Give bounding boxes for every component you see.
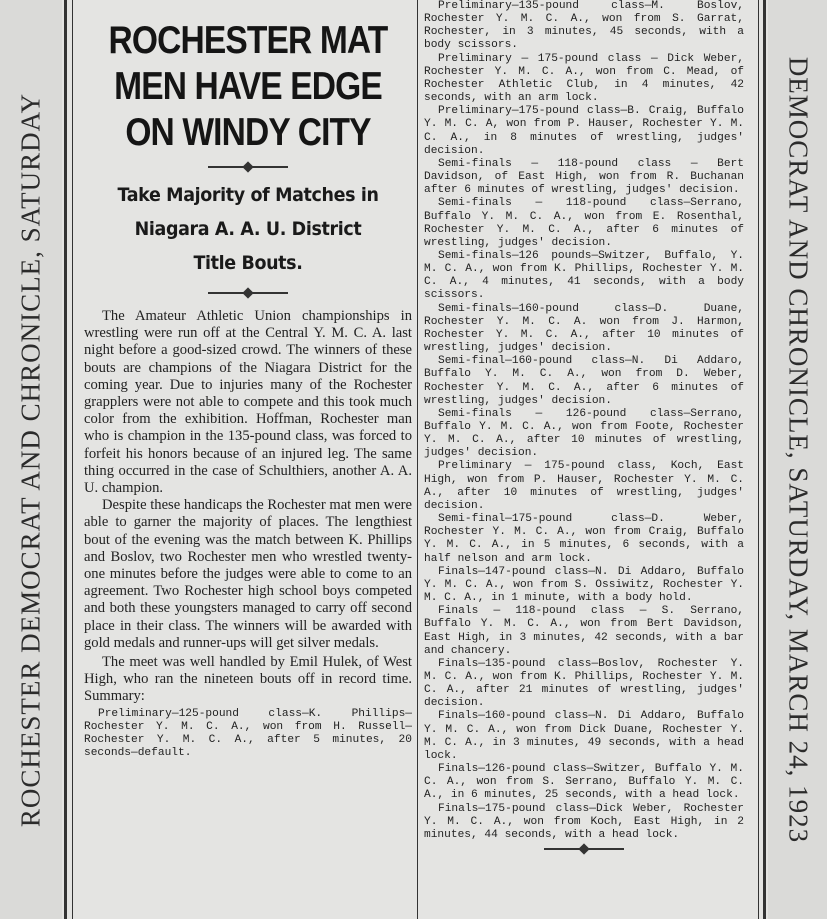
- summary-item: Semi-finals — 118-pound class—Serrano, Buffalo Y. M. C. A., won from E. Rosenthal, Rochester Y. M. C. A., after 6 minutes of wrestling, judges' decision.: [424, 197, 744, 249]
- summary-item: Preliminary—175-pound class—B. Craig, Buffalo Y. M. C. A, won from P. Hauser, Rochester Y. M. C. A., in 8 minutes of wrestling, judges' decision.: [424, 105, 744, 157]
- headline-line: ON WINDY CITY: [125, 111, 371, 154]
- summary-item: Finals—175-pound class—Dick Weber, Rochester Y. M. C. A., won from Koch, East High, in 2 minutes, 44 seconds, with a head lock.: [424, 802, 744, 841]
- subheadline-divider: [208, 292, 288, 294]
- left-margin-rule: [64, 0, 67, 919]
- right-masthead-text: DEMOCRAT AND CHRONICLE, SATURDAY, MARCH 24, 1923: [783, 56, 814, 844]
- subheadline: [97, 178, 399, 280]
- left-masthead-strip: [0, 0, 62, 919]
- article-paragraph: The meet was well handled by Emil Hulek, of West High, who ran the nineteen bouts off in record time. Summary:: [84, 654, 412, 705]
- subheadline-line: Take Majority of Matches in: [117, 184, 379, 206]
- summary-item: Semi-finals — 126-pound class—Serrano, Buffalo Y. M. C. A., won from Foote, Rochester Y. M. C. A., after 10 minutes of wrestling, judges' decision.: [424, 407, 744, 460]
- right-margin-rule: [763, 0, 766, 919]
- right-masthead-strip: [768, 0, 827, 919]
- headline-line: MEN HAVE EDGE: [114, 65, 382, 108]
- article-column: [84, 0, 412, 919]
- summary-item: Preliminary—135-pound class—M. Boslov, Rochester Y. M. C. A., won from S. Garrat, Rochester, in 3 minutes, 45 seconds, with a body scissors.: [424, 0, 744, 52]
- summary-item: Semi-final—160-pound class—N. Di Addaro, Buffalo Y. M. C. A., won from D. Weber, Rochester Y. M. C. A., after 6 minutes of wrestling, judges' decision.: [424, 355, 744, 407]
- headline-divider: [208, 166, 288, 168]
- headline-line: ROCHESTER MAT: [108, 19, 388, 62]
- summary-column: [424, 0, 744, 919]
- article-paragraph: Despite these handicaps the Rochester mat men were able to garner the majority of places. The lengthiest bout of the evening was the match between K. Phillips and Boslov, two Rochester men who wrestled twenty-one minutes before the judges were able to come to an agreement. Two Rochester high school boys competed and both these youngsters managed to carry off second place in their class. The winners will be awarded with gold medals and runner-ups will get silver medals.: [84, 497, 413, 651]
- summary-item: Finals—126-pound class—Switzer, Buffalo Y. M. C. A., won from S. Serrano, Buffalo Y. M. C. A., in 6 minutes, 25 seconds, with a head lock.: [424, 763, 744, 802]
- headline: [107, 18, 389, 156]
- summary-item: Semi-finals — 118-pound class — Bert Davidson, of East High, won from R. Buchanan after 6 minutes of wrestling, judges' decision.: [424, 157, 744, 197]
- summary-item: Semi-finals—160-pound class—D. Duane, Rochester Y. M. C. A. won from J. Harmon, Rochester Y. M. C. A., after 10 minutes of wrestling, judges' decision.: [424, 302, 744, 355]
- summary-item: Finals—147-pound class—N. Di Addaro, Buffalo Y. M. C. A., won from S. Ossiwitz, Rochester Y. M. C. A., in 1 minute, with a body hold.: [424, 565, 744, 605]
- summary-item: Semi-finals—126 pounds—Switzer, Buffalo, Y. M. C. A., won from K. Phillips, Rochester Y. M. C. A., 4 minutes, 41 seconds, with a body scissors.: [424, 249, 744, 302]
- summary-item: Semi-final—175-pound class—D. Weber, Rochester Y. M. C. A., won from Craig, Buffalo Y. M. C. A., in 5 minutes, 6 seconds, with a half nelson and arm lock.: [424, 513, 744, 565]
- summary-item: Preliminary—125-pound class—K. Phillips—Rochester Y. M. C. A., won from H. Russell—Rochester Y. M. C. A., after 5 minutes, 20 seconds—default.: [84, 707, 412, 760]
- subheadline-line: Title Bouts.: [193, 252, 303, 274]
- subheadline-line: Niagara A. A. U. District: [134, 218, 362, 240]
- left-margin-rule-thin: [72, 0, 73, 919]
- summary-item: Preliminary — 175-pound class — Dick Weber, Rochester Y. M. C. A., won from C. Mead, of Rochester Athletic Club, in 4 minutes, 42 seconds, with an arm lock.: [424, 52, 744, 105]
- left-masthead-text: ROCHESTER DEMOCRAT AND CHRONICLE, SATURDAY: [15, 92, 46, 828]
- summary-item: Preliminary — 175-pound class, Koch, East High, won from P. Hauser, Rochester Y. M. C. A., after 10 minutes of wrestling, judges' decision.: [424, 460, 744, 512]
- right-margin-rule-thin: [758, 0, 759, 919]
- end-divider: [544, 848, 624, 850]
- article-paragraph: The Amateur Athletic Union championships in wrestling were run off at the Central Y. M. C. A. last night before a good-sized crowd. The winners of these bouts are champions of the Niagara District for the coming year. Due to injuries many of the Rochester grapplers were not able to compete and this took much color from the exhibition. Hoffman, Rochester man who is champion in the 135-pound class, was forced to forfeit his honors because of an injured leg. The same thing occurred in the case of Schulthiers, another A. A. U. champion.: [84, 308, 412, 497]
- summary-item: Finals—135-pound class—Boslov, Rochester Y. M. C. A., won from K. Phillips, Rochester Y. M. C. A., after 21 minutes of wrestling, judges' decision.: [424, 657, 744, 710]
- column-rule: [417, 0, 418, 919]
- summary-item: Finals — 118-pound class — S. Serrano, Buffalo Y. M. C. A., won from Bert Davidson, East High, in 3 minutes, 42 seconds, with a bar and chancery.: [424, 605, 744, 657]
- summary-item: Finals—160-pound class—N. Di Addaro, Buffalo Y. M. C. A., won from Dick Duane, Rochester Y. M. C. A., in 3 minutes, 49 seconds, with a head lock.: [424, 710, 744, 762]
